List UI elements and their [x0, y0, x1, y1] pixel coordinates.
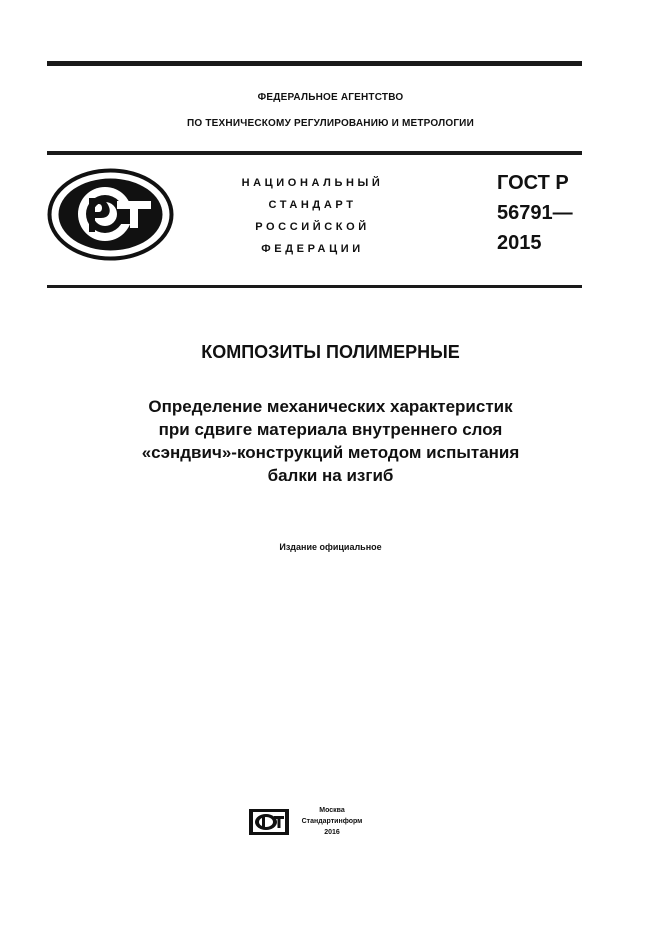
agency-line-1: ФЕДЕРАЛЬНОЕ АГЕНТСТВО — [257, 92, 404, 103]
standard-type-line: ФЕДЕРАЦИИ — [261, 243, 364, 255]
document-subtitle — [60, 395, 601, 487]
publisher-name: Стандартинформ — [301, 818, 363, 825]
edition-label: Издание официальное — [279, 542, 382, 552]
subtitle-line: балки на изгиб — [267, 466, 394, 485]
standard-type-line: НАЦИОНАЛЬНЫЙ — [241, 177, 384, 189]
agency-line-2: ПО ТЕХНИЧЕСКОМУ РЕГУЛИРОВАНИЮ И МЕТРОЛОГИИ — [187, 118, 474, 129]
designation-line: ГОСТ Р — [497, 172, 569, 194]
designation-line: 2015 — [497, 232, 542, 254]
top-rule — [47, 61, 582, 66]
lower-divider — [47, 285, 582, 288]
designation-line: 56791— — [497, 202, 573, 224]
rst-gost-emblem-icon — [47, 168, 174, 261]
subtitle-line: «сэндвич»-конструкций методом испытания — [141, 443, 520, 462]
publisher-info — [293, 805, 371, 838]
upper-divider — [47, 151, 582, 155]
document-title: КОМПОЗИТЫ ПОЛИМЕРНЫЕ — [201, 342, 460, 362]
standard-type-line: СТАНДАРТ — [268, 199, 357, 211]
subtitle-line: Определение механических характеристик — [148, 397, 513, 416]
standartinform-emblem-icon — [248, 808, 290, 836]
standard-type-line: РОССИЙСКОЙ — [255, 221, 370, 233]
standard-designation — [497, 168, 573, 258]
publisher-city: Москва — [319, 807, 345, 814]
publisher-year: 2016 — [324, 829, 340, 836]
standard-type — [225, 172, 400, 260]
subtitle-line: при сдвиге материала внутреннего слоя — [158, 420, 503, 439]
